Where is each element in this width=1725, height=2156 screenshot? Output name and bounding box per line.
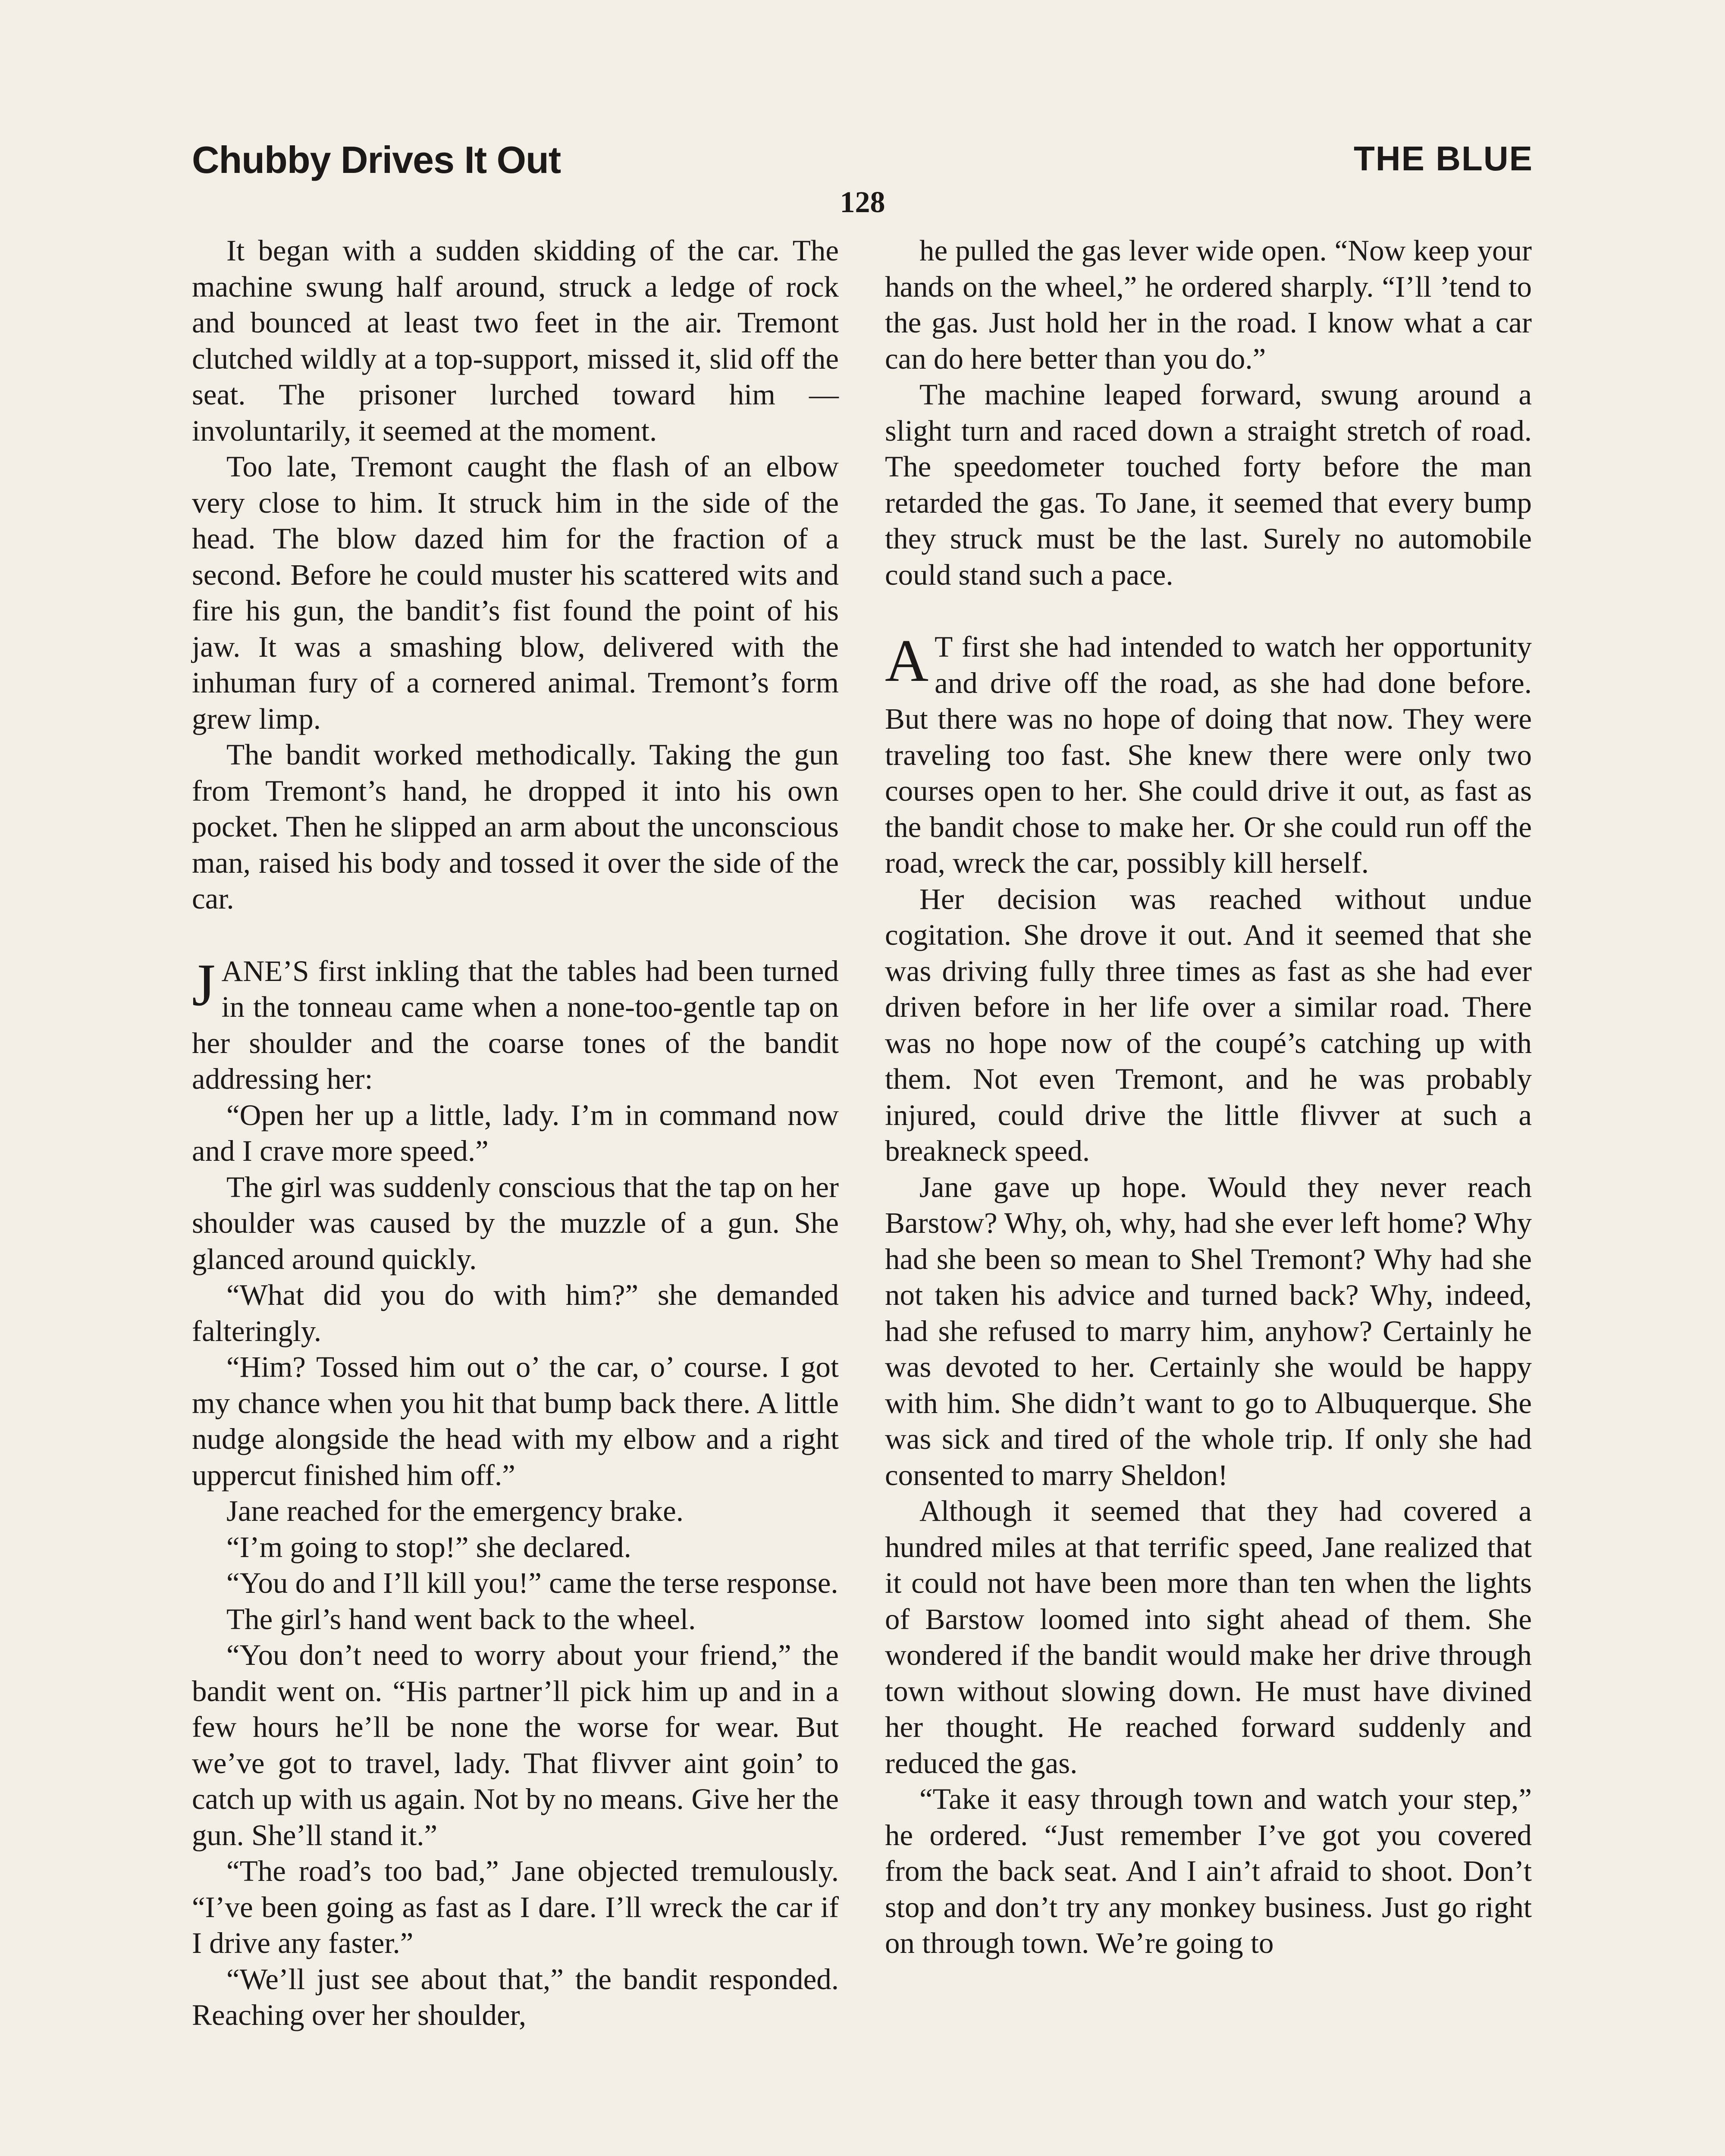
section-start-text: T first she had intended to watch her opportunity and drive off the road, as she had done before. But there was no hope of doing that now. They were traveling too fast. She knew there were only two courses open to her. She could drive it out, as fast as the bandit chose to make her. Or she could run off the road, wreck the car, possibly kill herself. [885,630,1532,879]
right-column [885,233,1532,1962]
section-start-text: ANE’S first inkling that the tables had been turned in the tonneau came when a none-too-gentle tap on her shoulder and the coarse tones of the bandit addressing her: [192,954,839,1095]
paragraph: he pulled the gas lever wide open. “Now keep your hands on the wheel,” he ordered sharply. “I’ll ’tend to the gas. Just hold her in the road. I know what a car can do here better than you do.” [885,234,1532,375]
paragraph: “We’ll just see about that,” the bandit responded. Reaching over her shoulder, [192,1962,839,2031]
story-title: Chubby Drives It Out [192,138,561,181]
drop-cap: A [885,627,929,694]
paragraph: “What did you do with him?” she demanded falteringly. [192,1279,839,1348]
paragraph: The machine leaped forward, swung around a slight turn and raced down a straight stretch of road. The speedometer touched forty before the man retarded the gas. To Jane, it seemed that every bump they struck must be the last. Surely no automobile could stand such a pace. [885,378,1532,591]
paragraph: It began with a sudden skidding of the car. The machine swung half around, struck a ledge of rock and bounced at least two feet in the air. Tremont clutched wildly at a top-support, missed it, slid off the seat. The prisoner lurched toward him —involuntarily, it seemed at the moment. [192,234,839,447]
section-start-paragraph [885,629,1532,881]
paragraph: The bandit worked methodically. Taking the gun from Tremont’s hand, he dropped it into his own pocket. Then he slipped an arm about the unconscious man, raised his body and tossed it over the side of the car. [192,738,839,915]
paragraph: Her decision was reached without undue cogitation. She drove it out. And it seemed that she was driving fully three times as fast as she had ever driven before in her life over a similar road. There was no hope now of the coupé’s catching up with them. Not even Tremont, and he was probably injured, could drive the little flivver at such a breakneck speed. [885,882,1532,1167]
magazine-title: THE BLUE [1354,139,1533,178]
paragraph: “Take it easy through town and watch your step,” he ordered. “Just remember I’ve got you covered from the back seat. And I ain’t afraid to shoot. Don’t stop and don’t try any monkey business. Just go right on through town. We’re going to [885,1783,1532,1959]
paragraph: The girl was suddenly conscious that the tap on her shoulder was caused by the muzzle of a gun. She glanced around quickly. [192,1170,839,1275]
paragraph: Jane reached for the emergency brake. [226,1495,684,1527]
paragraph: Jane gave up hope. Would they never reach Barstow? Why, oh, why, had she ever left home? Why had she been so mean to Shel Tremont? Why had she not taken his advice and turned back? Why, indeed, had she refused to marry him, anyhow? Certainly he was devoted to her. Certainly she would be happy with him. She didn’t want to go to Albuquerque. She was sick and tired of the whole trip. If only she had consented to marry Sheldon! [885,1170,1532,1492]
drop-cap: J [192,951,216,1018]
paragraph: Too late, Tremont caught the flash of an elbow very close to him. It struck him in the side of the head. The blow dazed him for the fraction of a second. Before he could muster his scattered wits and fire his gun, the bandit’s fist found the point of his jaw. It was a smashing blow, delivered with the inhuman fury of a cornered animal. Tremont’s form grew limp. [192,450,839,735]
left-column [192,233,839,2034]
page-number: 128 [840,186,885,219]
paragraph: “You don’t need to worry about your friend,” the bandit went on. “His partner’ll pick him up and in a few hours he’ll be none the worse for wear. But we’ve got to travel, lady. That flivver aint goin’ to catch up with us again. Not by no means. Give her the gun. She’ll stand it.” [192,1639,839,1852]
paragraph: “I’m going to stop!” she declared. [226,1530,631,1564]
paragraph: “Him? Tossed him out o’ the car, o’ course. I got my chance when you hit that bump back there. A little nudge alongside the head with my elbow and a right uppercut finished him off.” [192,1351,839,1492]
paragraph: “Open her up a little, lady. I’m in command now and I crave more speed.” [192,1098,839,1167]
paragraph: “The road’s too bad,” Jane objected tremulously. “I’ve been going as fast as I dare. I’ll wreck the car if I drive any faster.” [192,1855,839,1959]
paragraph: “You do and I’ll kill you!” came the terse response. [226,1567,838,1599]
section-start-paragraph [192,953,839,1097]
paragraph: Although it seemed that they had covered a hundred miles at that terrific speed, Jane realized that it could not have been more than ten when the lights of Barstow loomed into sight ahead of them. She wondered if the bandit would make her drive through town without slowing down. He must have divined her thought. He reached forward suddenly and reduced the gas. [885,1495,1532,1780]
paragraph: The girl’s hand went back to the wheel. [226,1602,696,1636]
